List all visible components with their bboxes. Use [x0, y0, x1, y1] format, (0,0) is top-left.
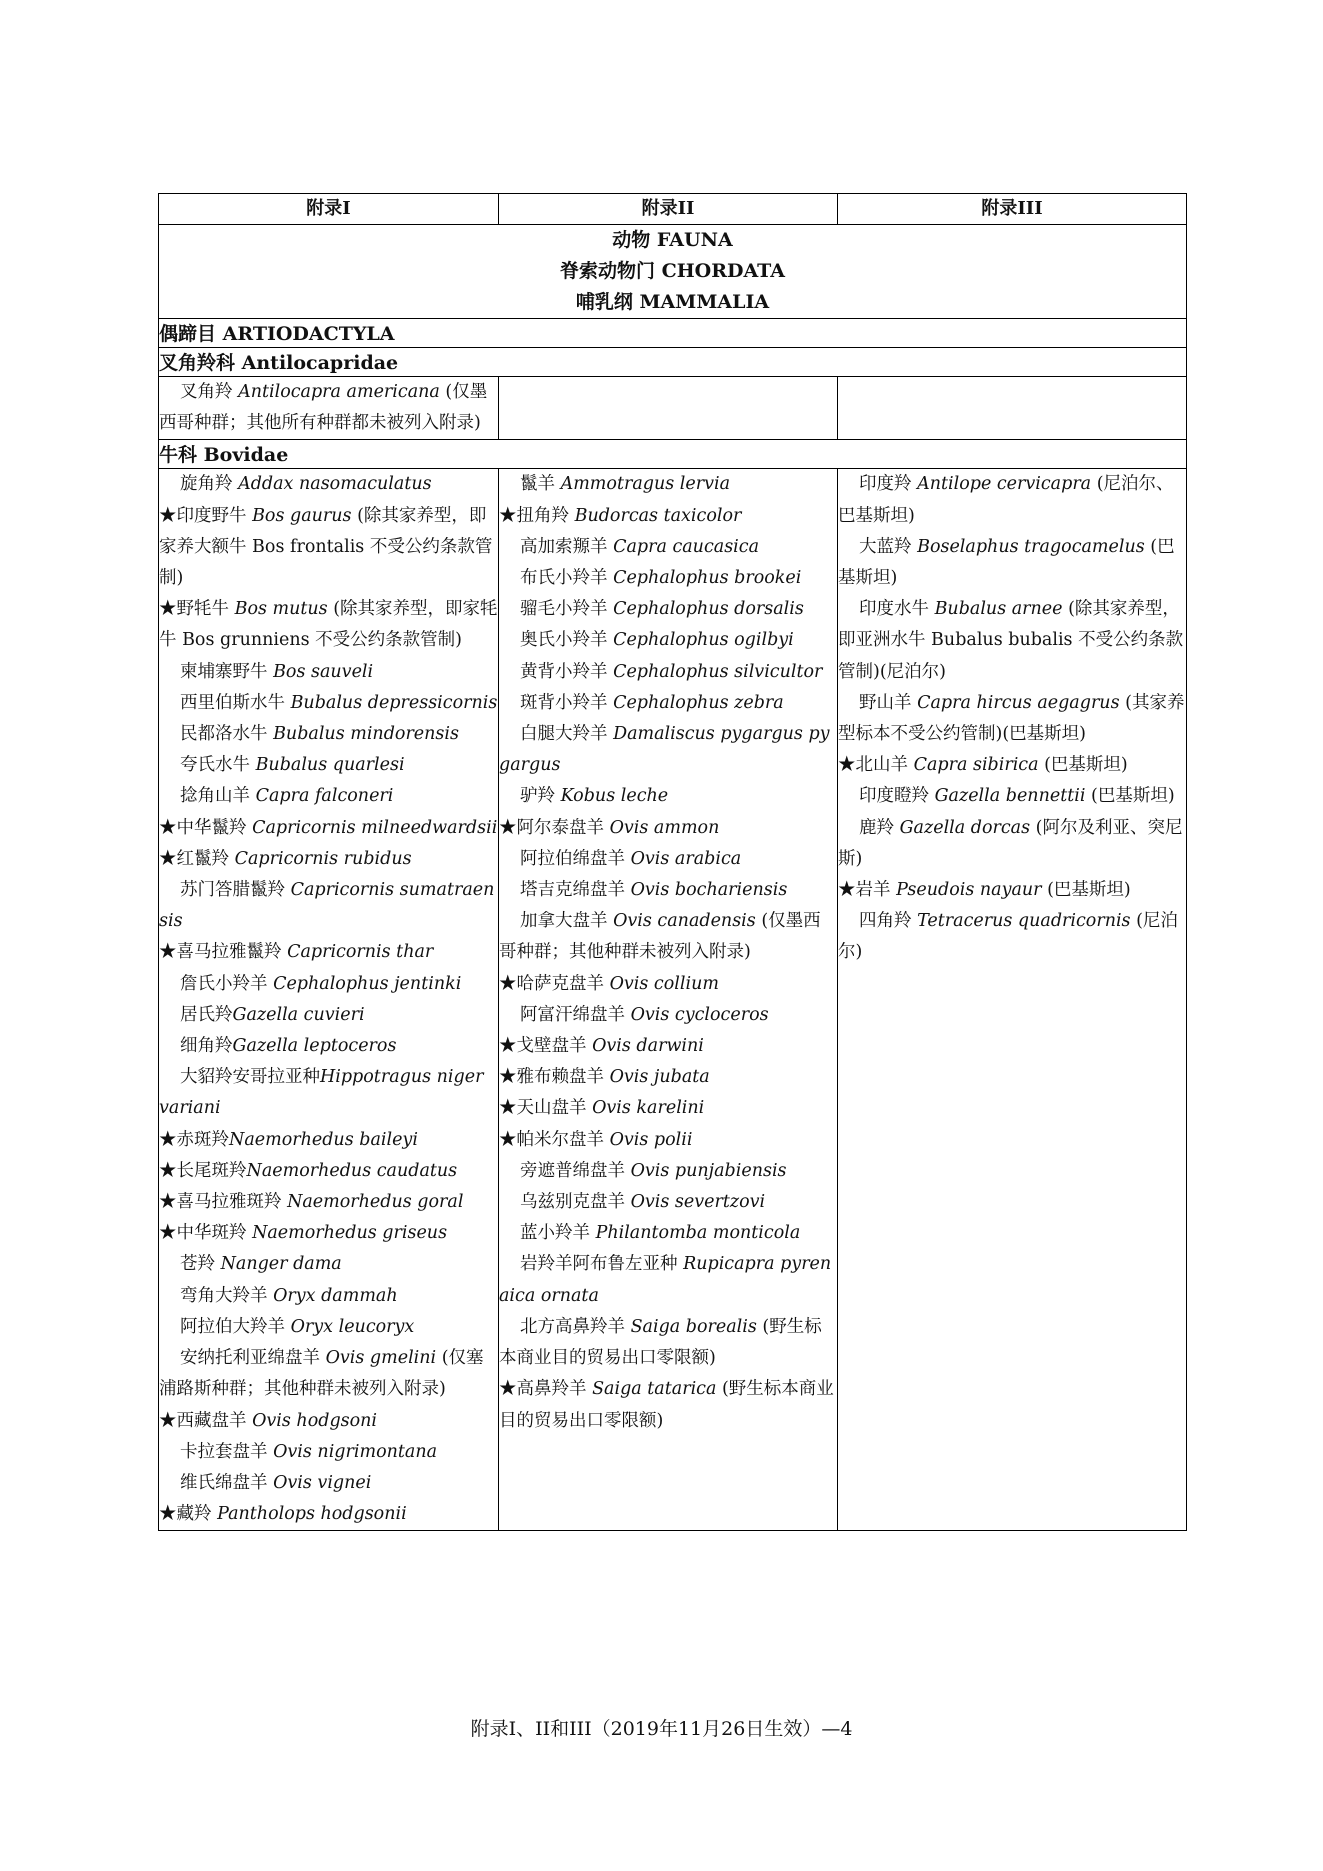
species-entry [499, 875, 837, 906]
common-name: 红鬣羚 [176, 848, 235, 869]
species-entry [159, 1343, 498, 1405]
common-name: 野山羊 [859, 692, 918, 713]
scientific-name: Gazella leptoceros [232, 1036, 397, 1057]
common-name: 叉角羚 [180, 382, 239, 402]
scientific-name: Ovis vignei [273, 1472, 372, 1493]
species-entry [159, 594, 498, 656]
species-entry [159, 1249, 498, 1280]
species-entry [499, 813, 837, 844]
star-marker: ★ [499, 1379, 517, 1400]
scientific-name: Antilocapra americana [238, 382, 440, 402]
species-entry [159, 719, 498, 750]
species-entry [838, 875, 1186, 906]
order-title: 偶蹄目 ARTIODACTYLA [159, 319, 1187, 348]
species-entry [499, 719, 837, 781]
species-entry [499, 1218, 837, 1249]
species-entry [499, 1031, 837, 1062]
banner-phylum: 脊索动物门 CHORDATA [559, 260, 786, 282]
appendix-2-cell [499, 377, 838, 440]
scientific-name: Cephalophus silvicultor [613, 661, 823, 682]
scientific-name: Capricornis rubidus [234, 848, 412, 869]
scientific-name: Capra caucasica [613, 536, 760, 557]
common-name: 印度羚 [859, 474, 918, 495]
species-entry [499, 1374, 837, 1436]
species-entry [499, 1125, 837, 1156]
common-name: 藏羚 [176, 1504, 218, 1525]
species-entry [159, 1031, 498, 1062]
species-entry [159, 1468, 498, 1499]
species-entry [159, 1187, 498, 1218]
scientific-name: Antilope cervicapra [917, 474, 1092, 495]
appendix-1-cell [159, 469, 499, 1531]
species-entry [159, 937, 498, 968]
banner-class: 哺乳纲 MAMMALIA [575, 291, 770, 313]
species-row-antilocapridae [159, 377, 1187, 440]
species-entry [838, 594, 1186, 688]
star-marker: ★ [838, 755, 856, 776]
species-entry [499, 1000, 837, 1031]
scientific-name: Cephalophus brookei [613, 568, 802, 589]
banner-row [159, 225, 1187, 319]
common-name: 乌兹别克盘羊 [520, 1192, 631, 1213]
common-name: 白腿大羚羊 [520, 724, 614, 745]
scientific-name: Capra sibirica [913, 755, 1039, 776]
appendix-2-cell [499, 469, 838, 1531]
species-entry [159, 781, 498, 812]
common-name: 旋角羚 [180, 474, 239, 495]
scientific-name: Cephalophus dorsalis [613, 599, 804, 620]
species-entry [499, 906, 837, 968]
common-name: 中华鬣羚 [176, 817, 253, 838]
species-note: (尼泊尔、巴基斯坦) [838, 474, 1174, 526]
species-entry [838, 906, 1186, 968]
species-note: (其家养型标本不受公约管制)(巴基斯坦) [838, 692, 1185, 745]
common-name: 雅布赖盘羊 [516, 1067, 610, 1088]
common-name: 西藏盘羊 [176, 1410, 253, 1431]
common-name: 喜马拉雅斑羚 [176, 1192, 288, 1213]
star-marker: ★ [159, 1223, 177, 1244]
scientific-name: Damaliscus pygargus pygargus [499, 724, 830, 776]
scientific-name: Ovis hodgsoni [252, 1410, 378, 1431]
species-entry [499, 594, 837, 625]
scientific-name: Gazella dorcas [899, 817, 1031, 838]
scientific-name: Bubalus arnee [934, 599, 1063, 620]
species-note: (巴基斯坦) [838, 536, 1175, 589]
scientific-name: Ovis nigrimontana [273, 1441, 438, 1462]
common-name: 高加索羱羊 [520, 536, 614, 557]
star-marker: ★ [159, 505, 177, 526]
scientific-name: Capricornis milneedwardsii [252, 817, 498, 838]
species-entry [159, 377, 498, 439]
scientific-name: Capra hircus aegagrus [917, 692, 1120, 713]
common-name: 帕米尔盘羊 [516, 1129, 610, 1150]
scientific-name: Ovis arabica [630, 848, 742, 869]
star-marker: ★ [499, 1067, 517, 1088]
star-marker: ★ [499, 1129, 517, 1150]
common-name: 塔吉克绵盘羊 [520, 880, 631, 901]
star-marker: ★ [159, 1410, 177, 1431]
common-name: 黄背小羚羊 [520, 661, 614, 682]
scientific-name: Philantomba monticola [595, 1223, 801, 1244]
common-name: 天山盘羊 [516, 1098, 593, 1119]
common-name: 大貂羚安哥拉亚种 [180, 1067, 320, 1088]
scientific-name: Nanger dama [220, 1254, 342, 1275]
header-appendix-1: 附录I [159, 194, 499, 225]
species-entry [159, 813, 498, 844]
species-note: (巴基斯坦) [1038, 755, 1128, 776]
common-name: 岩羚羊阿布鲁左亚种 [520, 1254, 684, 1275]
scientific-name: Ovis jubata [609, 1067, 710, 1088]
species-note: (仅墨西哥种群；其他所有种群都未被列入附录) [159, 382, 488, 434]
common-name: 鹿羚 [859, 817, 900, 838]
common-name: 蓝小羚羊 [520, 1223, 596, 1244]
scientific-name: Ovis punjabiensis [630, 1160, 787, 1181]
scientific-name: Bos sauveli [273, 661, 374, 682]
family-title: 牛科 Bovidae [159, 440, 1187, 469]
species-entry [499, 969, 837, 1000]
scientific-name: Saiga tatarica [592, 1379, 717, 1400]
scientific-name: Cephalophus zebra [613, 692, 784, 713]
common-name: 捻角山羊 [180, 786, 256, 807]
scientific-name: Naemorhedus baileyi [229, 1129, 418, 1150]
family-row-antilocapridae [159, 348, 1187, 377]
scientific-name: Capra falconeri [255, 786, 394, 807]
scientific-name: Ovis bochariensis [630, 880, 788, 901]
species-note: (阿尔及利亚、突尼斯) [838, 817, 1183, 869]
common-name: 弯角大羚羊 [180, 1285, 274, 1306]
star-marker: ★ [499, 973, 517, 994]
species-entry [499, 844, 837, 875]
scientific-name: Bubalus mindorensis [273, 724, 459, 745]
common-name: 阿富汗绵盘羊 [520, 1004, 631, 1025]
common-name: 加拿大盘羊 [520, 911, 614, 932]
appendix-1-cell [159, 377, 499, 440]
scientific-name: Oryx dammah [273, 1285, 398, 1306]
appendix-3-cell [838, 469, 1187, 1531]
scientific-name: Ovis karelini [592, 1098, 705, 1119]
common-name: 大蓝羚 [859, 536, 918, 557]
species-entry [159, 1062, 498, 1124]
star-marker: ★ [159, 1129, 177, 1150]
common-name: 戈壁盘羊 [516, 1036, 593, 1057]
scientific-name: Ovis polii [609, 1129, 693, 1150]
common-name: 柬埔寨野牛 [180, 661, 274, 682]
scientific-name: Gazella cuvieri [232, 1004, 365, 1025]
species-entry [159, 969, 498, 1000]
common-name: 苏门答腊鬣羚 [180, 880, 291, 901]
scientific-name: Budorcas taxicolor [574, 505, 742, 526]
common-name: 斑背小羚羊 [520, 692, 614, 713]
common-name: 高鼻羚羊 [516, 1379, 593, 1400]
species-entry [838, 813, 1186, 875]
common-name: 安纳托利亚绵盘羊 [180, 1348, 326, 1369]
species-entry [499, 657, 837, 688]
common-name: 印度水牛 [859, 599, 935, 620]
scientific-name: Ammotragus lervia [560, 474, 731, 495]
scientific-name: Addax nasomaculatus [238, 474, 432, 495]
family-row-bovidae [159, 440, 1187, 469]
common-name: 野牦牛 [176, 599, 235, 620]
scientific-name: Rupicapra pyrenaica ornata [499, 1254, 832, 1306]
species-entry [499, 563, 837, 594]
scientific-name: Saiga borealis [630, 1316, 757, 1337]
common-name: 四角羚 [859, 911, 918, 932]
species-note: (仅塞浦路斯种群；其他种群未被列入附录) [159, 1348, 484, 1400]
scientific-name: Ovis darwini [592, 1036, 704, 1057]
species-entry [499, 1156, 837, 1187]
species-note: (除其家养型，即家养大额牛 Bos frontalis 不受公约条款管制) [159, 505, 493, 589]
scientific-name: Cephalophus jentinki [273, 973, 462, 994]
order-row [159, 319, 1187, 348]
page-footer: 附录I、II和III（2019年11月26日生效）—4 [470, 1718, 853, 1740]
header-row [159, 194, 1187, 225]
header-appendix-2: 附录II [499, 194, 838, 225]
species-entry [159, 1499, 498, 1530]
species-entry [499, 501, 837, 532]
scientific-name: Boselaphus tragocamelus [917, 536, 1145, 557]
scientific-name: Hippotragus niger variani [159, 1067, 484, 1119]
star-marker: ★ [159, 1504, 177, 1525]
common-name: 赤斑羚 [176, 1129, 229, 1150]
common-name: 扭角羚 [516, 505, 575, 526]
species-note: (野生标本商业目的贸易出口零限额) [499, 1379, 834, 1431]
header-appendix-3: 附录III [838, 194, 1187, 225]
scientific-name: Naemorhedus caudatus [246, 1160, 458, 1181]
species-entry [499, 625, 837, 656]
species-entry [499, 1062, 837, 1093]
scientific-name: Naemorhedus griseus [252, 1223, 448, 1244]
species-entry [159, 657, 498, 688]
species-entry [159, 1125, 498, 1156]
common-name: 詹氏小羚羊 [180, 973, 274, 994]
common-name: 民都洛水牛 [180, 724, 274, 745]
star-marker: ★ [159, 1160, 177, 1181]
species-entry [159, 1281, 498, 1312]
family-title: 叉角羚科 Antilocapridae [159, 348, 1187, 377]
common-name: 鬣羊 [520, 474, 561, 495]
scientific-name: Ovis canadensis [613, 911, 756, 932]
species-entry [159, 1406, 498, 1437]
common-name: 阿尔泰盘羊 [516, 817, 610, 838]
species-entry [838, 688, 1186, 750]
scientific-name: Ovis gmelini [325, 1348, 437, 1369]
common-name: 维氏绵盘羊 [180, 1472, 274, 1493]
scientific-name: Capricornis sumatraensis [159, 880, 495, 932]
species-note: (尼泊尔) [838, 911, 1178, 963]
species-entry [499, 1187, 837, 1218]
species-entry [159, 469, 498, 500]
species-row-bovidae [159, 469, 1187, 1531]
scientific-name: Ovis cycloceros [630, 1004, 769, 1025]
scientific-name: Bos mutus [234, 599, 328, 620]
species-entry [838, 532, 1186, 594]
common-name: 印度瞪羚 [859, 786, 935, 807]
species-note: (野生标本商业目的贸易出口零限额) [499, 1316, 822, 1369]
species-entry [499, 532, 837, 563]
species-note: (巴基斯坦) [1085, 786, 1175, 807]
common-name: 西里伯斯水牛 [180, 692, 291, 713]
common-name: 布氏小羚羊 [520, 568, 614, 589]
species-entry [838, 781, 1186, 812]
species-entry [499, 1249, 837, 1311]
star-marker: ★ [159, 817, 177, 838]
species-entry [838, 469, 1186, 531]
common-name: 居氏羚 [180, 1004, 233, 1025]
species-entry [499, 688, 837, 719]
common-name: 骝毛小羚羊 [520, 599, 614, 620]
species-entry [838, 750, 1186, 781]
species-entry [159, 688, 498, 719]
species-entry [159, 844, 498, 875]
common-name: 长尾斑羚 [176, 1160, 247, 1181]
appendix-3-cell [838, 377, 1187, 440]
star-marker: ★ [838, 880, 856, 901]
common-name: 岩羊 [855, 880, 897, 901]
scientific-name: Bubalus depressicornis [290, 692, 498, 713]
species-entry [499, 1093, 837, 1124]
species-entry [159, 501, 498, 595]
species-entry [159, 1218, 498, 1249]
scientific-name: Oryx leucoryx [290, 1316, 415, 1337]
scientific-name: Ovis severtzovi [630, 1192, 766, 1213]
star-marker: ★ [499, 1098, 517, 1119]
species-note: (除其家养型，即家牦牛 Bos grunniens 不受公约条款管制) [159, 599, 498, 651]
common-name: 卡拉套盘羊 [180, 1441, 274, 1462]
species-entry [499, 781, 837, 812]
common-name: 奥氏小羚羊 [520, 630, 614, 651]
species-note: (除其家养型，即亚洲水牛 Bubalus bubalis 不受公约条款管制)(尼泊尔) [838, 599, 1184, 682]
star-marker: ★ [159, 599, 177, 620]
species-entry [159, 1156, 498, 1187]
species-entry [499, 1312, 837, 1374]
species-entry [159, 1000, 498, 1031]
common-name: 印度野牛 [176, 505, 253, 526]
star-marker: ★ [159, 1192, 177, 1213]
scientific-name: Ovis collium [609, 973, 719, 994]
common-name: 驴羚 [520, 786, 561, 807]
banner-kingdom: 动物 FAUNA [612, 229, 733, 251]
scientific-name: Kobus leche [560, 786, 669, 807]
common-name: 夸氏水牛 [180, 755, 256, 776]
scientific-name: Gazella bennettii [934, 786, 1086, 807]
common-name: 旁遮普绵盘羊 [520, 1160, 631, 1181]
scientific-name: Cephalophus ogilbyi [613, 630, 794, 651]
species-note: (巴基斯坦) [1041, 880, 1131, 901]
common-name: 阿拉伯大羚羊 [180, 1316, 291, 1337]
species-entry [159, 1312, 498, 1343]
star-marker: ★ [159, 848, 177, 869]
common-name: 北方高鼻羚羊 [520, 1316, 631, 1337]
species-entry [159, 750, 498, 781]
scientific-name: Pantholops hodgsonii [217, 1504, 407, 1525]
scientific-name: Tetracerus quadricornis [917, 911, 1131, 932]
common-name: 阿拉伯绵盘羊 [520, 848, 631, 869]
common-name: 北山羊 [855, 755, 914, 776]
common-name: 哈萨克盘羊 [516, 973, 610, 994]
star-marker: ★ [499, 1036, 517, 1057]
star-marker: ★ [499, 505, 517, 526]
species-entry [159, 875, 498, 937]
cites-appendix-table [158, 193, 1187, 1531]
scientific-name: Naemorhedus goral [287, 1192, 464, 1213]
species-entry [499, 469, 837, 500]
common-name: 苍羚 [180, 1254, 221, 1275]
scientific-name: Bos gaurus [252, 505, 352, 526]
star-marker: ★ [159, 942, 177, 963]
banner-cell [159, 225, 1187, 319]
star-marker: ★ [499, 817, 517, 838]
species-entry [159, 1437, 498, 1468]
scientific-name: Capricornis thar [287, 942, 434, 963]
scientific-name: Pseudois nayaur [896, 880, 1042, 901]
common-name: 中华斑羚 [176, 1223, 253, 1244]
species-note: (仅墨西哥种群；其他种群未被列入附录) [499, 911, 821, 963]
scientific-name: Bubalus quarlesi [255, 755, 405, 776]
scientific-name: Ovis ammon [609, 817, 720, 838]
common-name: 细角羚 [180, 1036, 233, 1057]
common-name: 喜马拉雅鬣羚 [176, 942, 288, 963]
